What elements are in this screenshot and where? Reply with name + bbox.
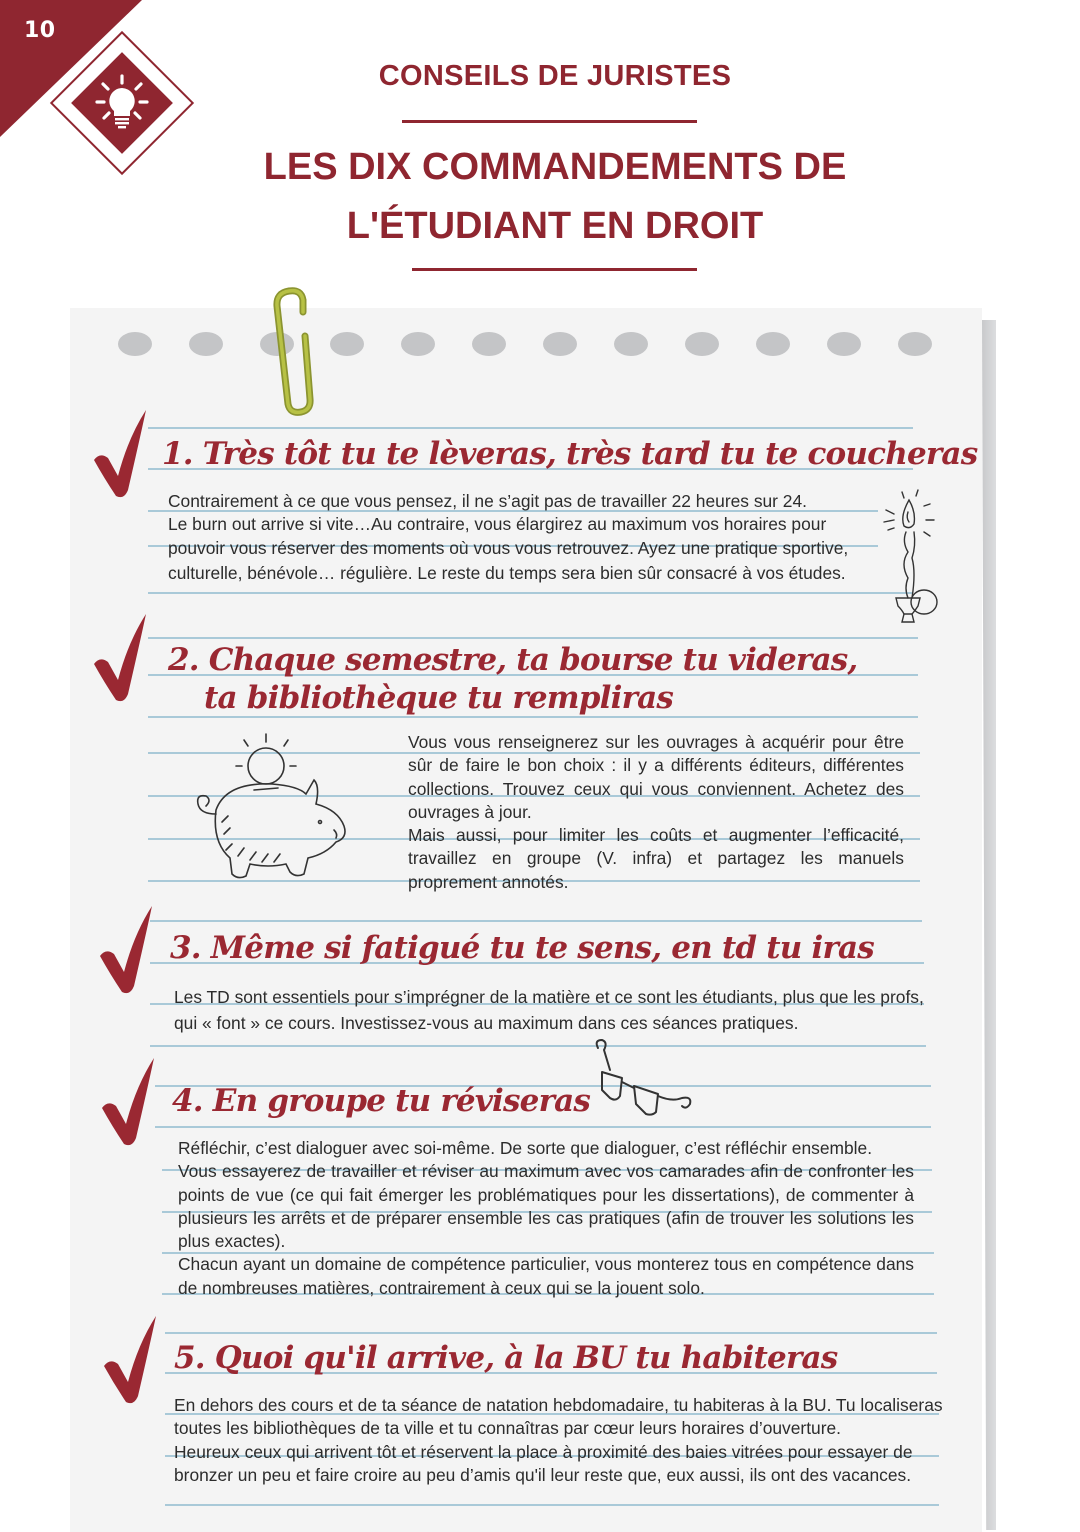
page-title-line1: LES DIX COMMANDEMENTS DE — [263, 146, 847, 188]
binder-hole — [685, 332, 719, 356]
commandment-3-title: 3. Même si fatigué tu te sens, en td tu iras — [170, 930, 874, 966]
binder-hole — [898, 332, 932, 356]
ruled-line — [155, 1126, 931, 1128]
commandment-5-title: 5. Quoi qu'il arrive, à la BU tu habiteras — [174, 1340, 838, 1376]
ruled-line — [165, 1332, 937, 1334]
commandment-4-text: Réfléchir, c’est dialoguer avec soi-même. De sorte que dialoguer, c’est réfléchir ensemble. Vous essayerez de travailler et réviser au maximum avec vos camarades afin de confronter les points de vue (ce qui fait émerger les problématiques pour les dissertations), de commenter à plusieurs les arrêts et de préparer ensemble les cas pratiques (afin de trouver les solutions les plus exactes). Chacun ayant un domaine de compétence particulier, vous monterez tous en compétence dans de nombreuses matières, contrairement à ceux qui se la jouent solo. — [178, 1138, 914, 1298]
commandment-2-title-line1: 2. Chaque semestre, ta bourse tu videras, — [168, 642, 858, 678]
page-title-line2: L'ÉTUDIANT EN DROIT — [346, 205, 764, 247]
binder-hole — [472, 332, 506, 356]
binder-hole — [827, 332, 861, 356]
binder-hole — [189, 332, 223, 356]
commandment-2-title-line2: ta bibliothèque tu rempliras — [204, 680, 674, 716]
ruled-line — [148, 427, 913, 429]
commandment-5-text: En dehors des cours et de ta séance de natation hebdomadaire, tu habiteras à la BU. Tu localiseras toutes les bibliothèques de ta ville et tu connaîtras par cœur leurs horaires d’ouverture. Heureux ceux qui arrivent tôt et réservent la place à proximité des baies vitrées pour essayer de bronzer un peu et faire croire au peu d’amis qu'il leur reste que, eux aussi, ils ont des vacances. — [174, 1395, 943, 1485]
ruled-line — [150, 1045, 926, 1047]
page-number: 10 — [24, 18, 56, 43]
commandment-4-title: 4. En groupe tu réviseras — [172, 1083, 591, 1119]
ruled-line — [148, 716, 918, 718]
heading-divider-top — [402, 120, 697, 123]
checkmark-icon — [96, 904, 158, 996]
binder-hole — [756, 332, 790, 356]
ruled-line — [165, 1504, 939, 1506]
glasses-icon — [588, 1036, 698, 1120]
commandment-3-text: Les TD sont essentiels pour s’imprégner de la matière et ce sont les étudiants, plus que les profs, qui « font » ce cours. Investissez-vous au maximum dans ces séances pratiques. — [174, 987, 924, 1034]
commandment-1-title: 1. Très tôt tu te lèveras, très tard tu te coucheras — [162, 436, 978, 472]
binder-hole — [118, 332, 152, 356]
binder-hole — [401, 332, 435, 356]
section-kicker: CONSEILS DE JURISTES — [378, 60, 732, 92]
candle-icon — [878, 486, 940, 632]
paperclip-icon — [255, 286, 335, 418]
checkmark-icon — [98, 1056, 160, 1148]
binder-hole — [614, 332, 648, 356]
binder-hole — [543, 332, 577, 356]
commandment-1-text: Contrairement à ce que vous pensez, il ne s’agit pas de travailler 22 heures sur 24. Le burn out arrive si vite…Au contraire, vous élargirez au maximum vos horaires pour pouvoir vous réserver des moments où vous vous retrouvez. Ayez une pratique sportive, culturelle, bénévole… régulière. Le reste du temps sera bien sûr consacré à vos études. — [168, 491, 849, 583]
ruled-line — [150, 920, 922, 922]
paper-shadow — [982, 320, 996, 1530]
commandment-2-text: Vous vous renseignerez sur les ouvrages à acquérir pour être sûr de faire le bon choix : il y a différents éditeurs, différentes collections. Trouvez ceux qui vous conviennent. Achetez des ouvrages à jour. Mais aussi, pour limiter les coûts et augmenter l’efficacité, travaillez en groupe (V. infra) et partagez les manuels proprement annotés. — [408, 732, 904, 892]
checkmark-icon — [100, 1314, 162, 1406]
checkmark-icon — [90, 612, 152, 704]
piggy-bank-icon — [186, 730, 350, 882]
binder-hole — [330, 332, 364, 356]
ruled-line — [148, 637, 918, 639]
heading-divider-bottom — [412, 268, 697, 271]
checkmark-icon — [90, 408, 152, 500]
ruled-line — [148, 592, 913, 594]
